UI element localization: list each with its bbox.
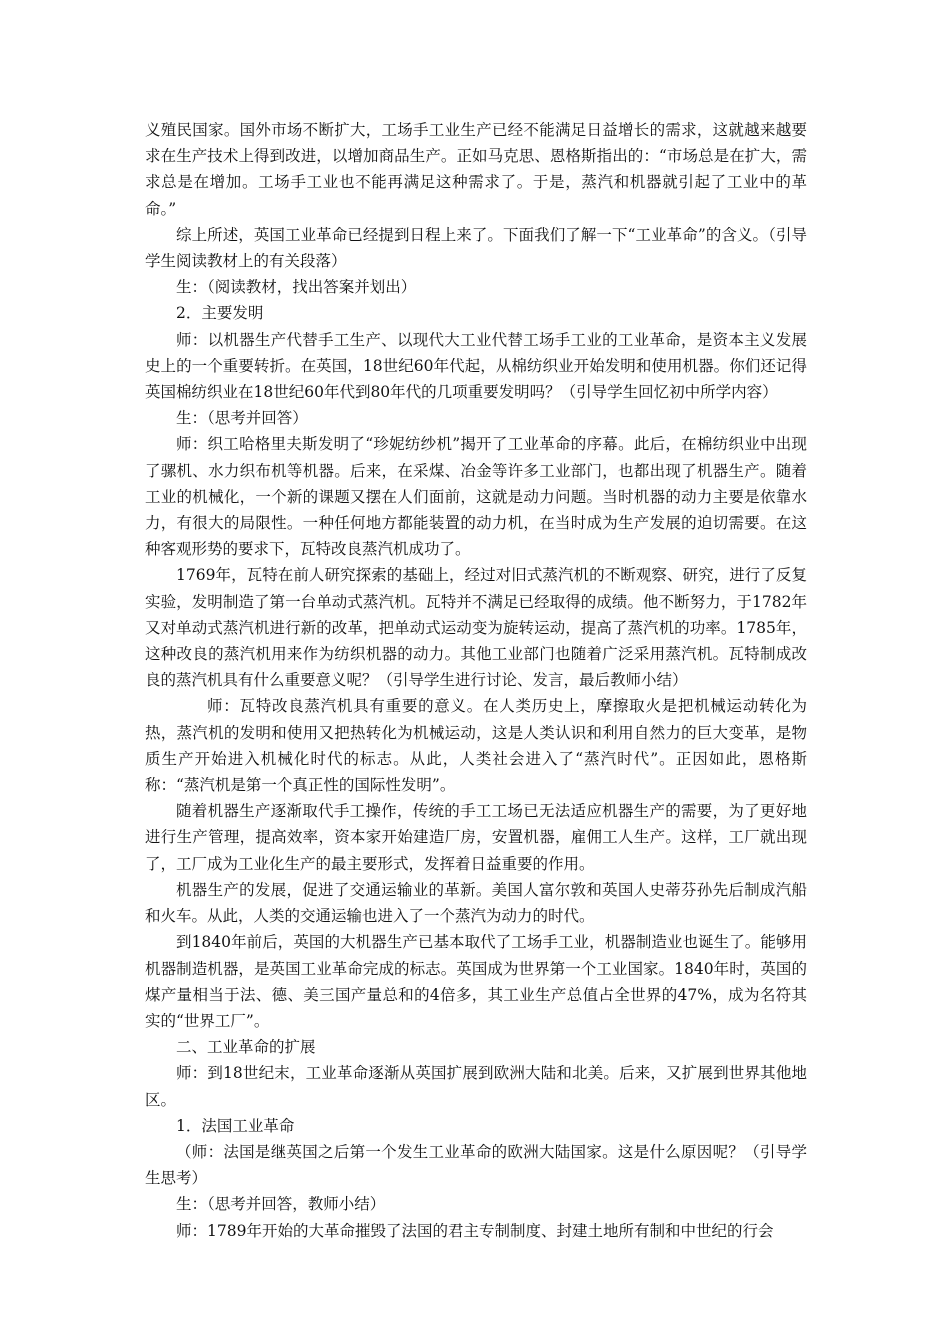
paragraph-16: （师：法国是继英国之后第一个发生工业革命的欧洲大陆国家。这是什么原因呢？（引导学生思考） xyxy=(145,1142,807,1188)
paragraph-3: 生：（阅读教材，找出答案并划出） xyxy=(176,278,417,297)
paragraph-9: 师：瓦特改良蒸汽机具有重要的意义。在人类历史上，摩擦取火是把机械运动转化为热，蒸汽机的发明和使用又把热转化为机械运动，这是人类认识和利用自然力的巨大变革，是物质生产开始进入机械化时代的标志。从此，人类社会进入了“蒸汽时代”。正因如此，恩格斯称：“蒸汽机是第一个真正性的国际性发明”。 xyxy=(145,697,807,795)
paragraph-14: 师：到18世纪末，工业革命逐渐从英国扩展到欧洲大陆和北美。后来，又扩展到世界其他地区。 xyxy=(145,1064,807,1109)
document-page xyxy=(145,117,807,1244)
section-heading-main-inventions: 2．主要发明 xyxy=(176,304,264,323)
section-heading-expansion: 二、工业革命的扩展 xyxy=(176,1038,316,1057)
paragraph-7: 师：织工哈格里夫斯发明了“珍妮纺纱机”揭开了工业革命的序幕。此后，在棉纺织业中出现了骡机、水力织布机等机器。后来，在采煤、冶金等许多工业部门，也都出现了机器生产。随着工业的机械化，一个新的课题又摆在人们面前，这就是动力问题。当时机器的动力主要是依靠水力，有很大的局限性。一种任何地方都能装置的动力机，在当时成为生产发展的迫切需要。在这种客观形势的要求下，瓦特改良蒸汽机成功了。 xyxy=(145,435,807,559)
paragraph-10: 随着机器生产逐渐取代手工操作，传统的手工工场已无法适应机器生产的需要，为了更好地进行生产管理，提高效率，资本家开始建造厂房，安置机器，雇佣工人生产。这样，工厂就出现了，工厂成为工业化生产的最主要形式，发挥着日益重要的作用。 xyxy=(145,802,807,873)
paragraph-2: 综上所述，英国工业革命已经提到日程上来了。下面我们了解一下“工业革命”的含义。（引导学生阅读教材上的有关段落） xyxy=(145,225,807,271)
paragraph-8: 1769年，瓦特在前人研究探索的基础上，经过对旧式蒸汽机的不断观察、研究，进行了反复实验，发明制造了第一台单动式蒸汽机。瓦特并不满足已经取得的成绩。他不断努力，于1782年又对单动式蒸汽机进行新的改革，把单动式运动变为旋转运动，提高了蒸汽机的功率。1785年，这种改良的蒸汽机用来作为纺织机器的动力。其他工业部门也随着广泛采用蒸汽机。瓦特制成改良的蒸汽机具有什么重要意义呢？（引导学生进行讨论、发言，最后教师小结） xyxy=(145,566,807,690)
paragraph-6: 生：（思考并回答） xyxy=(176,409,308,428)
paragraph-17: 生：（思考并回答，教师小结） xyxy=(176,1195,386,1214)
paragraph-1: 义殖民国家。国外市场不断扩大，工场手工业生产已经不能满足日益增长的需求，这就越来越要求在生产技术上得到改进，以增加商品生产。正如马克思、恩格斯指出的：“市场总是在扩大，需求总是在增加。工场手工业也不能再满足这种需求了。于是，蒸汽和机器就引起了工业中的革命。” xyxy=(145,121,807,218)
paragraph-12: 到1840年前后，英国的大机器生产已基本取代了工场手工业，机器制造业也诞生了。能够用机器制造机器，是英国工业革命完成的标志。英国成为世界第一个工业国家。1840年时，英国的煤产量相当于法、德、美三国产量总和的4倍多，其工业生产总值占全世界的47%，成为名符其实的“世界工厂”。 xyxy=(145,933,807,1030)
section-heading-french-revolution: 1．法国工业革命 xyxy=(176,1116,295,1135)
paragraph-5: 师：以机器生产代替手工生产、以现代大工业代替工场手工业的工业革命，是资本主义发展史上的一个重要转折。在英国，18世纪60年代起，从棉纺织业开始发明和使用机器。你们还记得英国棉纺织业在18世纪60年代到80年代的几项重要发明吗？（引导学生回忆初中所学内容） xyxy=(145,330,807,402)
paragraph-18: 师：1789年开始的大革命摧毁了法国的君主专制制度、封建土地所有制和中世纪的行会 xyxy=(176,1221,774,1240)
paragraph-11: 机器生产的发展，促进了交通运输业的革新。美国人富尔敦和英国人史蒂芬孙先后制成汽船和火车。从此，人类的交通运输也进入了一个蒸汽为动力的时代。 xyxy=(145,880,807,926)
